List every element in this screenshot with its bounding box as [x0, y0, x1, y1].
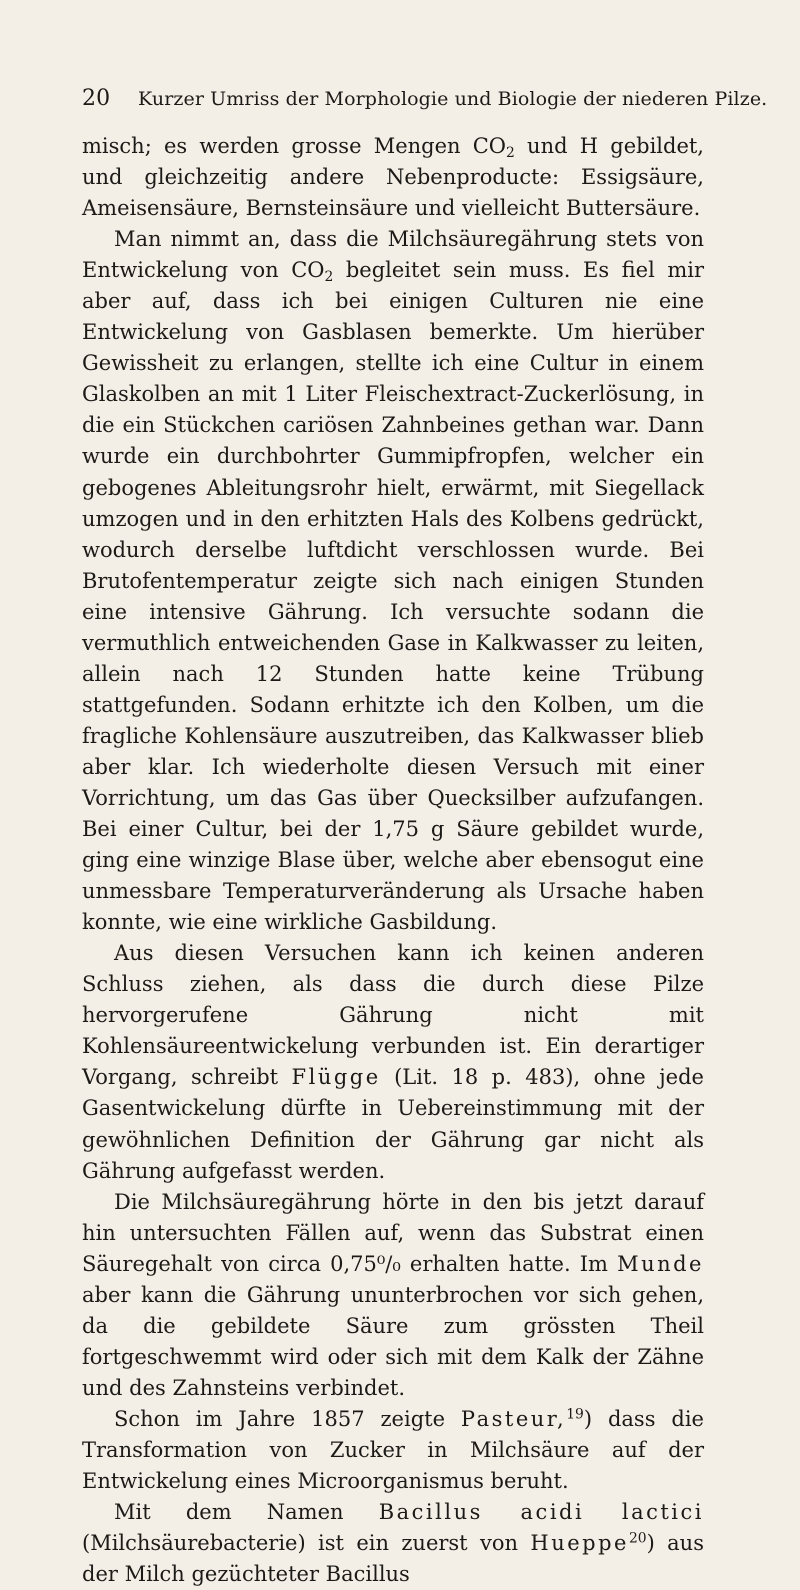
text-run: und H gebildet, und gleichzeitig andere Nebenproducte: Essigsäure, Ameisensäure, Bernsteinsäure und vielleicht Buttersäure. — [82, 134, 704, 221]
species-name: Bacillus acidi lactici — [378, 1500, 704, 1525]
paragraph-3 — [82, 938, 704, 1186]
text-run: (Milchsäurebacterie) ist ein zuerst von — [82, 1531, 531, 1556]
paragraph-6 — [82, 1497, 704, 1590]
text-run: Schon im Jahre 1857 zeigte — [114, 1406, 461, 1431]
text-run: aber kann die Gährung ununterbrochen vor sich gehen, da die gebildete Säure zum grössten Theil fortgeschwemmt wird oder sich mit dem Kalk der Zähne und des Zahnsteins verbindet. — [82, 1282, 704, 1400]
text-run: Mit dem Namen — [114, 1500, 379, 1525]
text-run: misch; es werden grosse Mengen CO — [82, 134, 507, 158]
author-name: Flügge — [291, 1065, 381, 1090]
text-run: Die Milchsäuregährung hörte in den bis jetzt darauf hin untersuchten Fällen auf, wenn das Substrat einen Säuregehalt von circa 0,75 — [82, 1189, 704, 1276]
text-run: ) aus der Milch gezüchteter Bacillus — [82, 1531, 704, 1587]
paragraph-1 — [82, 131, 704, 224]
subscript: 2 — [506, 145, 515, 162]
body-text — [82, 131, 704, 1590]
paragraph-2 — [82, 224, 704, 938]
footnote-ref: 20 — [628, 1530, 647, 1547]
subscript: 2 — [324, 269, 334, 286]
paragraph-4 — [82, 1187, 704, 1404]
running-head: Kurzer Umriss der Morphologie und Biologie der niederen Pilze. — [138, 88, 768, 110]
footnote-ref: 19 — [566, 1406, 584, 1423]
text-run: erhalten hatte. Im — [400, 1251, 618, 1276]
page-header — [82, 86, 768, 116]
text-run: (Lit. 18 p. 483), ohne jede Gasentwickelung dürfte in Uebereinstimmung mit der gewöhnlichen Definition der Gährung gar nicht als Gährung aufgefasst werden. — [82, 1065, 704, 1183]
paragraph-5 — [82, 1404, 704, 1497]
text-run: Man nimmt an, dass die Milchsäuregährung stets von Entwickelung von CO — [82, 227, 704, 283]
text-run: ) dass die Transformation von Zucker in Milchsäure auf der Entwickelung eines Microorganismus beruht. — [82, 1406, 704, 1494]
emphasis-munde: Munde — [617, 1251, 704, 1276]
percent-sign: ⁰/₀ — [376, 1251, 401, 1276]
text-run: begleitet sein muss. Es fiel mir aber auf, dass ich bei einigen Culturen nie eine Entwickelung von Gasblasen bemerkte. Um hierüber Gewissheit zu erlangen, stellte ich eine Cultur in einem Glaskolben an mit 1 Liter Fleischextract-Zuckerlösung, in die ein Stückchen cariösen Zahnbeines gethan war. Dann wurde ein durchbohrter Gummipfropfen, welcher ein gebogenes Ableitungsrohr hielt, erwärmt, mit Siegellack umzogen und in den erhitzten Hals des Kolbens gedrückt, wodurch derselbe luftdicht verschlossen wurde. Bei Brutofentemperatur zeigte sich nach einigen Stunden eine intensive Gährung. Ich versuchte sodann die vermuthlich entweichenden Gase in Kalkwasser zu leiten, allein nach 12 Stunden hatte keine Trübung stattgefunden. Sodann erhitzte ich den Kolben, um die fragliche Kohlensäure auszutreiben, das Kalkwasser blieb aber klar. Ich wiederholte diesen Versuch mit einer Vorrichtung, um das Gas über Quecksilber aufzufangen. Bei einer Cultur, bei der 1,75 g Säure gebildet wurde, ging eine winzige Blase über, welche aber ebensogut eine unmessbare Temperaturveränderung als Ursache haben konnte, wie eine wirkliche Gasbildung. — [82, 258, 704, 935]
text-run: Aus diesen Versuchen kann ich keinen anderen Schluss ziehen, als dass die durch diese Pilze hervorgerufene Gährung nicht mit Kohlensäureentwickelung verbunden ist. Ein derartiger Vorgang, schreibt — [82, 941, 704, 1090]
page-number: 20 — [82, 86, 111, 111]
author-name: Pasteur, — [460, 1406, 567, 1431]
author-name: Hueppe — [530, 1531, 629, 1556]
